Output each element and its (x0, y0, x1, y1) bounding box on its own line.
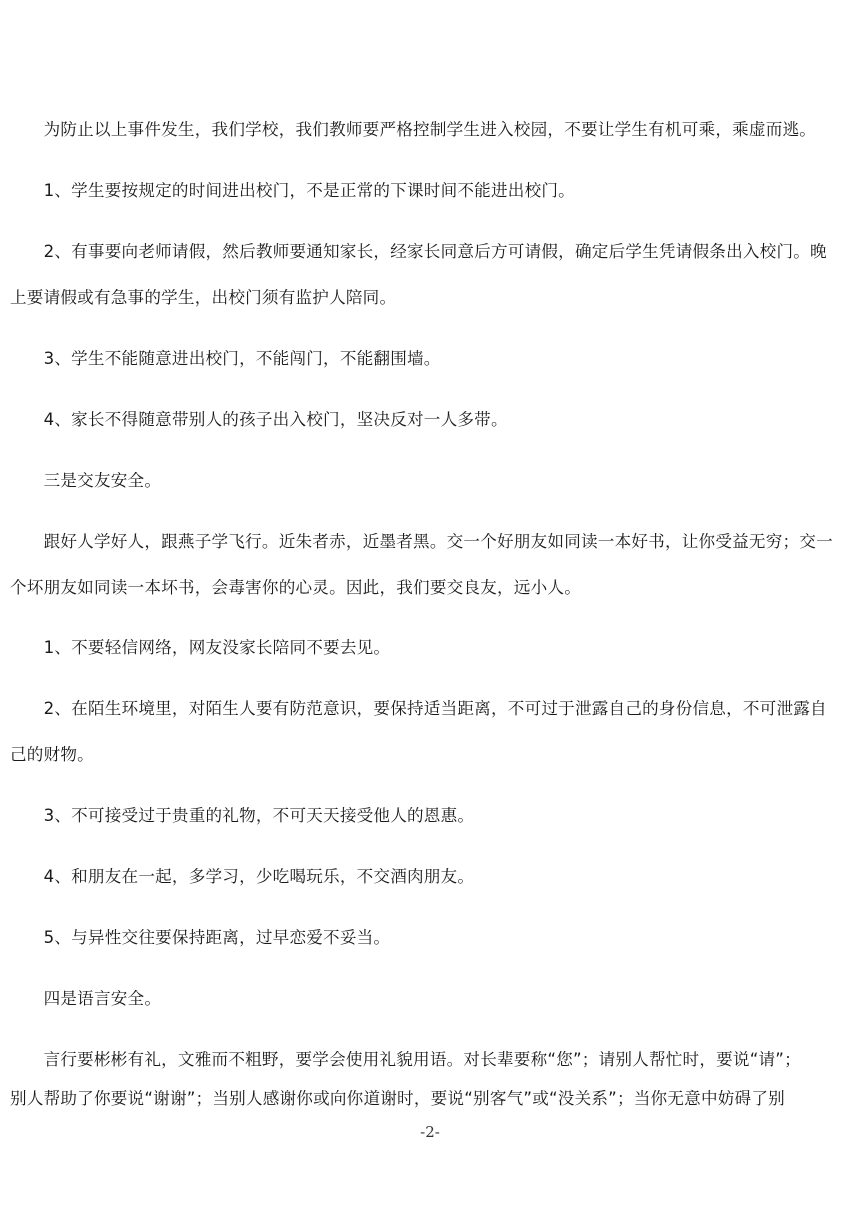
text-line: 1、学生要按规定的时间进出校门，不是正常的下课时间不能进出校门。 (10, 181, 575, 200)
paragraph-rule-3 (10, 344, 852, 374)
text-line: 为防止以上事件发生，我们学校，我们教师要严格控制学生进入校园，不要让学生有机可乘，乘虚而逃。 (10, 120, 817, 139)
page-number: -2- (420, 1123, 440, 1141)
paragraph-friend-rule-4 (10, 862, 852, 892)
text-line: 三是交友安全。 (10, 471, 162, 490)
text-line: 2、在陌生环境里，对陌生人要有防范意识，要保持适当距离，不可过于泄露自己的身份信息，不可泄露自 (10, 699, 827, 718)
paragraph-rule-1 (10, 176, 852, 206)
text-line: 跟好人学好人，跟燕子学飞行。近朱者赤，近墨者黑。交一个好朋友如同读一本好书，让你受益无穷；交一 (10, 532, 833, 551)
paragraph-prevention-intro (10, 115, 852, 145)
text-line: 2、有事要向老师请假，然后教师要通知家长，经家长同意后方可请假，确定后学生凭请假条出入校门。晚 (10, 242, 827, 261)
text-line: 3、学生不能随意进出校门，不能闯门，不能翻围墙。 (10, 349, 441, 368)
paragraph-language-intro (10, 1045, 852, 1114)
paragraph-friend-rule-3 (10, 801, 852, 831)
text-line: 个坏朋友如同读一本坏书，会毒害你的心灵。因此，我们要交良友，远小人。 (10, 578, 581, 597)
paragraph-rule-2 (10, 237, 852, 313)
text-line: 3、不可接受过于贵重的礼物，不可天天接受他人的恩惠。 (10, 806, 475, 825)
text-line: 别人帮助了你要说“谢谢”；当别人感谢你或向你道谢时，要说“别客气”或“没关系”；当你无意中妨碍了别 (10, 1089, 785, 1108)
paragraph-rule-4 (10, 405, 852, 435)
text-line: 言行要彬彬有礼，文雅而不粗野，要学会使用礼貌用语。对长辈要称“您”；请别人帮忙时，要说“请”； (10, 1050, 801, 1069)
text-line: 1、不要轻信网络，网友没家长陪同不要去见。 (10, 638, 391, 657)
section-heading-friend-safety (10, 466, 852, 496)
section-heading-language-safety (10, 984, 852, 1014)
paragraph-friend-rule-5 (10, 923, 852, 953)
paragraph-friend-rule-1 (10, 633, 852, 663)
text-line: 4、家长不得随意带别人的孩子出入校门，坚决反对一人多带。 (10, 410, 508, 429)
text-line: 上要请假或有急事的学生，出校门须有监护人陪同。 (10, 288, 397, 307)
paragraph-friend-intro (10, 527, 852, 603)
text-line: 己的财物。 (10, 745, 94, 764)
text-line: 4、和朋友在一起，多学习，少吃喝玩乐，不交酒肉朋友。 (10, 867, 475, 886)
text-line: 5、与异性交往要保持距离，过早恋爱不妥当。 (10, 928, 391, 947)
text-line: 四是语言安全。 (10, 989, 162, 1008)
paragraph-friend-rule-2 (10, 694, 852, 770)
